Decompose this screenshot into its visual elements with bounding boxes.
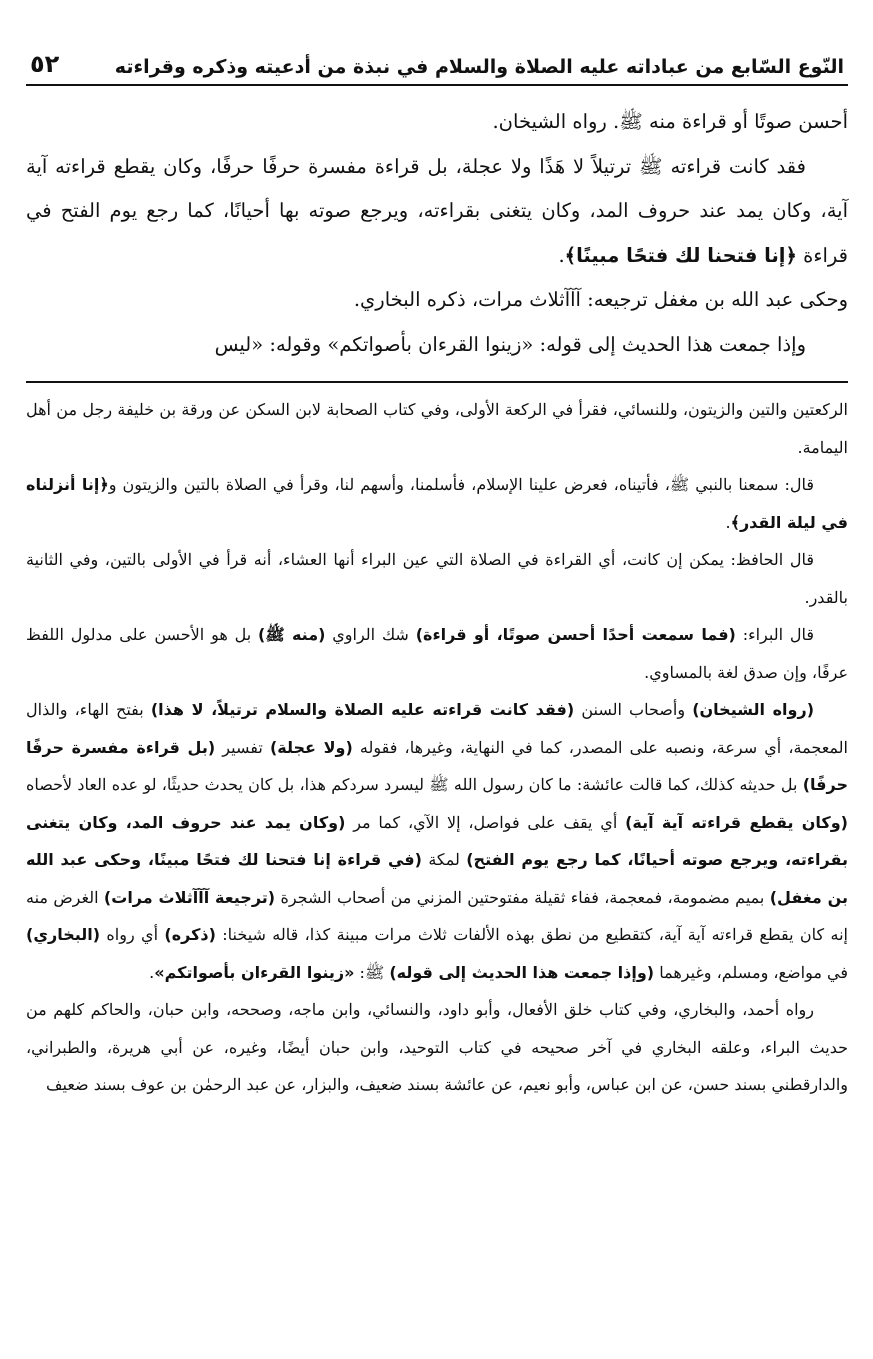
commentary-text: وأصحاب السنن: [574, 700, 693, 719]
quoted-text: (وإذا جمعت هذا الحديث إلى قوله): [389, 962, 655, 982]
commentary-paragraph: [26, 991, 848, 1104]
punctuation: .: [149, 962, 155, 982]
quoted-text: (فقد كانت قراءته عليه الصلاة والسلام ترتيلاً، لا هذا): [150, 700, 575, 719]
quoted-text: (فما سمعت أحدًا أحسن صوتًا، أو قراءة): [415, 625, 736, 644]
quoted-text: (وكان يمد عند حروف المد، وكان يتغنى بقراءته، ويرجع صوته أحيانًا، كما رجع يوم الفتح): [26, 812, 849, 869]
main-text: [26, 100, 848, 367]
quoted-text: «زينوا القرءان بأصواتكم»: [154, 962, 355, 982]
punctuation: .: [725, 512, 731, 532]
running-title: النّوع السّابع من عباداته عليه الصلاة والسلام في نبذة من أدعيته وذكره وقراءته: [114, 56, 844, 78]
quoted-text: (في قراءة إنا فتحنا لك فتحًا مبينًا، وحكى عبد الله بن مغفل): [26, 850, 849, 907]
commentary-paragraph: [26, 466, 848, 541]
commentary-text: الركعتين والتين والزيتون، وللنسائي، فقرأ في الركعة الأولى، وفي كتاب الصحابة لابن السكن عن ورقة بن خليفة رجل من أهل اليمامة.: [26, 400, 848, 457]
book-page: [26, 44, 848, 1344]
commentary-text: بل هو الأحسن على مدلول اللفظ عرفًا، وإن صدق لغة بالمساوي.: [26, 625, 848, 682]
commentary-text: تفسير: [215, 737, 270, 757]
main-paragraph-text: أحسن صوتًا أو قراءة منه ﷺ. رواه الشيخان.: [492, 110, 848, 133]
quoted-text: (بل قراءة مفسرة حرفًا حرفًا): [26, 737, 849, 794]
main-paragraph-text: فقد كانت قراءته ﷺ ترتيلاً لا هَذًا ولا عجلة، بل قراءة مفسرة حرفًا حرفًا، وكان يقطع قراءته آية آية، وكان يمد عند حروف المد، وكان يتغنى بقراءته، ويرجع صوته بها أحيانًا، كما رجع يوم الفتح في قراءة: [26, 154, 848, 267]
commentary-text: قال الحافظ: يمكن إن كانت، أي القراءة في الصلاة التي عين البراء أنها العشاء، أنه قرأ في الأولى بالتين، وفي الثانية بالقدر.: [26, 550, 848, 607]
quoted-text: (البخاري): [26, 925, 101, 944]
page-number: ٥٢: [30, 50, 60, 78]
commentary-text: أي رواه: [100, 925, 165, 944]
commentary-text: قال البراء:: [735, 625, 815, 644]
quoted-text: (رواه الشيخان): [692, 700, 815, 719]
quoted-text: (ولا عجلة): [269, 737, 353, 757]
commentary-text: رواه أحمد، والبخاري، وفي كتاب خلق الأفعال، وأبو داود، والنسائي، وابن ماجه، وصححه، وابن حبان، والحاكم كلهم من حديث البراء، وعلقه البخاري في آخر صحيحه في كتاب التوحيد، وابن حبان أيضًا، وغيره، عن أبي هريرة، والطبراني، والدارقطني بسند حسن، عن ابن عباس، وأبو نعيم، عن عائشة بسند ضعيف، والبزار، عن عبد الرحمٰن بن عوف بسند ضعيف: [26, 1000, 849, 1094]
commentary-text: بميم مضمومة، فمعجمة، ففاء ثقيلة مفتوحتين المزني من أصحاب الشجرة: [275, 887, 770, 907]
quoted-text: (وكان يقطع قراءته آية آية): [625, 812, 848, 832]
quran-verse: ﴿إنا فتحنا لك فتحًا مبينًا﴾: [564, 243, 797, 267]
commentary-text: بل حديثه كذلك، كما قالت عائشة: ما كان رسول الله ﷺ ليسرد سردكم هذا، بل كان يحدث حديثًا، لو عده العاد لأحصاه: [26, 775, 803, 794]
page-header: [26, 44, 848, 86]
quoted-text: (منه ﷺ): [258, 625, 326, 644]
commentary-divider: [26, 381, 848, 383]
commentary-text: الغرض منه إنه كان يقطع قراءته آية آية، كتقطيع من نطق بهذه الألفات ثلاث مرات مبينة كذا، قاله شيخنا:: [26, 887, 848, 944]
main-paragraph-text: وإذا جمعت هذا الحديث إلى قوله: «زينوا القرءان بأصواتكم» وقوله: «ليس: [214, 332, 806, 356]
main-paragraph: [26, 145, 848, 279]
commentary-text: بفتح الهاء، والذال المعجمة، أي سرعة، ونصبه على المصدر، كما في النهاية، وغيرها، فقوله: [26, 700, 848, 757]
main-paragraph: [26, 100, 848, 145]
commentary-text: شك الراوي: [325, 625, 416, 644]
quoted-text: (ذكره): [164, 925, 216, 944]
main-paragraph: [26, 278, 848, 323]
commentary-paragraph: [26, 541, 848, 616]
commentary-paragraph: [26, 691, 848, 991]
commentary-text: ﷺ:: [354, 962, 390, 982]
commentary-paragraph: [26, 616, 848, 691]
commentary-text: في مواضع، ومسلم، وغيرهما: [654, 962, 848, 982]
commentary-text: قال: سمعنا بالنبي ﷺ، فأتيناه، فعرض علينا الإسلام، فأسلمنا، وأسهم لنا، وقرأ في الصلاة بالتين والزيتون و: [108, 475, 814, 494]
commentary-paragraph: [26, 391, 848, 466]
main-paragraph: [26, 323, 848, 368]
quran-verse: ﴿إنا أنزلناه في ليلة القدر﴾: [26, 475, 848, 532]
quoted-text: (ترجيعة آآآثلاث مرات): [103, 887, 276, 907]
commentary: [26, 391, 848, 1104]
punctuation: .: [558, 243, 565, 267]
main-paragraph-text: وحكى عبد الله بن مغفل ترجيعه: آآآثلاث مرات، ذكره البخاري.: [353, 288, 848, 311]
commentary-text: لمكة: [421, 850, 467, 869]
commentary-text: أي يقف على فواصل، إلا الآي، كما مر: [345, 812, 626, 832]
